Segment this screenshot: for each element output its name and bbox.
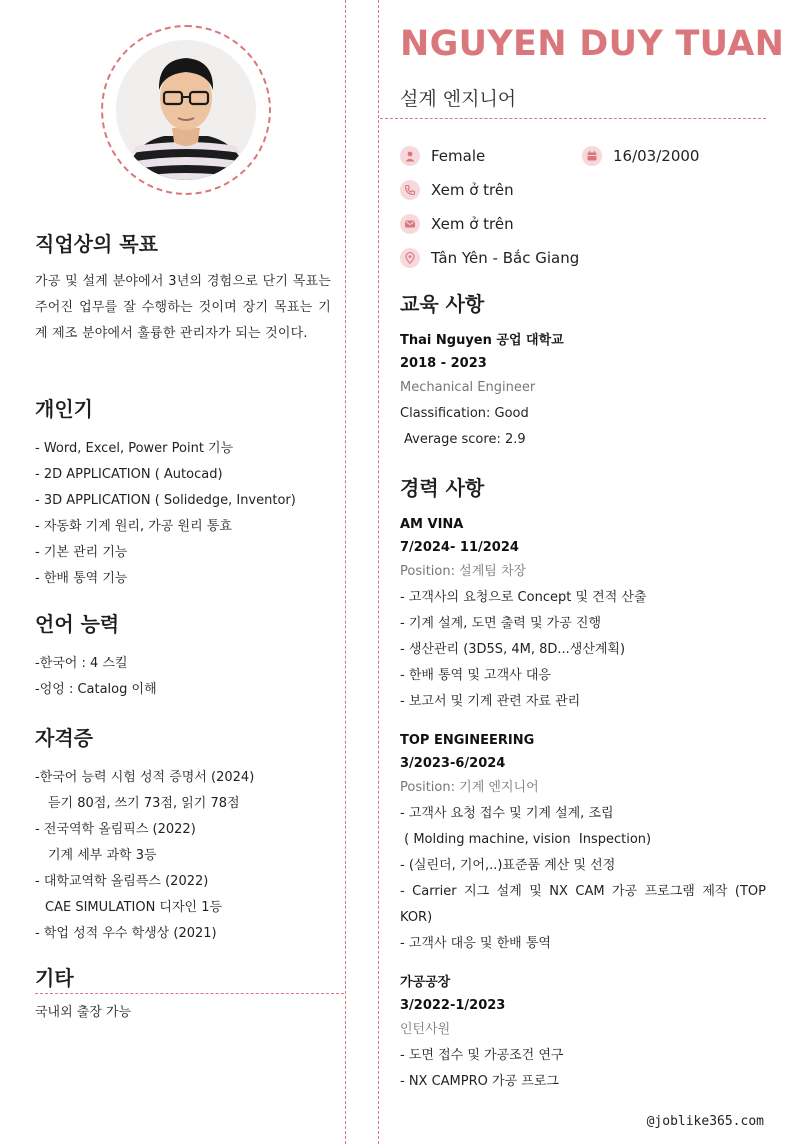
job-position-value: 기계 엔지니어: [459, 780, 539, 795]
job-task: - 고객사 대응 및 한배 통역: [400, 936, 551, 951]
job-period: 7/2024- 11/2024: [400, 540, 519, 555]
skill-item: - 기본 관리 기능: [35, 545, 128, 560]
job-task: - 도면 접수 및 가공조건 연구: [400, 1048, 564, 1063]
skills-title: 개인기: [35, 397, 93, 421]
language-item: -한국어 : 4 스킬: [35, 656, 128, 671]
job-task: - 고객사 요청 접수 및 기계 설계, 조립: [400, 806, 614, 821]
other-text: 국내외 출장 가능: [35, 1005, 132, 1020]
job-task: - 보고서 및 기계 관련 자료 관리: [400, 694, 581, 709]
job-entry: [400, 513, 766, 715]
job-task: - Carrier 지그 설계 및 NX CAM 가공 프로그램 제작 (TOP KOR): [400, 884, 766, 925]
certificate-detail: CAE SIMULATION 디자인 1등: [45, 900, 223, 915]
address-value: Tân Yên - Bắc Giang: [431, 249, 580, 267]
experience-title: 경력 사항: [400, 476, 485, 500]
school-name: Thai Nguyen 공업 대학교: [400, 333, 564, 348]
certificate-item: - 대학교역학 올림픅스 (2022): [35, 874, 209, 889]
skill-item: - 자동화 기계 원리, 가공 원리 통효: [35, 519, 232, 534]
certificate-item: - 전국역학 올림픽스 (2022): [35, 822, 196, 837]
skills-section: [35, 393, 331, 592]
birthday-value: 16/03/2000: [613, 147, 700, 165]
job-task: - 고객사의 요청으로 Concept 및 견적 산출: [400, 590, 647, 605]
skill-item: - 2D APPLICATION ( Autocad): [35, 467, 223, 482]
avatar-frame: [101, 25, 271, 195]
skill-item: - 3D APPLICATION ( Solidedge, Inventor): [35, 493, 296, 508]
phone-value: Xem ở trên: [431, 181, 514, 199]
gender-value: Female: [431, 147, 486, 165]
education-years: 2018 - 2023: [400, 356, 487, 371]
address-row: [400, 248, 579, 268]
certificates-section: [35, 722, 331, 947]
job-entry: [400, 971, 766, 1095]
certificate-item: - 학업 성적 우수 학생상 (2021): [35, 926, 217, 941]
person-icon: [400, 146, 420, 166]
candidate-name: NGUYEN DUY TUAN: [400, 24, 785, 64]
job-company: AM VINA: [400, 517, 464, 532]
footer-watermark: @joblike365.com: [646, 1114, 764, 1129]
skill-item: - 한배 통역 기능: [35, 571, 128, 586]
job-period: 3/2023-6/2024: [400, 756, 506, 771]
avatar: [116, 40, 256, 180]
other-title: 기타: [35, 966, 74, 990]
job-position: [400, 775, 766, 801]
objective-section: [35, 228, 331, 347]
certificate-detail: 기계 세부 과학 3등: [48, 848, 157, 863]
phone-row: [400, 180, 514, 200]
right-column-divider: [378, 0, 379, 1144]
header-divider: [380, 118, 766, 119]
gender-row: [400, 146, 485, 166]
certificates-title: 자격증: [35, 726, 93, 750]
location-pin-icon: [400, 248, 420, 268]
left-column-divider: [345, 0, 346, 1144]
candidate-role: 설계 엔지니어: [400, 88, 517, 110]
job-task: - 생산관리 (3D5S, 4M, 8D...생산계획): [400, 642, 626, 657]
experience-section: [400, 472, 766, 1095]
avatar-photo: [116, 40, 256, 180]
job-position: [400, 559, 766, 585]
job-position-label: Position:: [400, 780, 460, 795]
education-title: 교육 사항: [400, 292, 485, 316]
objective-text: 가공 및 설계 분야에서 3년의 경험으로 단기 목표는 주어진 업무를 잘 수행하는 것이며 장기 목표는 기계 제조 분야에서 훌륭한 관리자가 되는 것이다.: [35, 274, 331, 341]
languages-title: 언어 능력: [35, 612, 120, 636]
job-task: - 기계 설계, 도면 출력 및 가공 진행: [400, 616, 602, 631]
phone-icon: [400, 180, 420, 200]
language-item: -엉엉 : Catalog 이해: [35, 682, 157, 697]
job-task: - 한배 통역 및 고객사 대응: [400, 668, 551, 683]
job-task: - NX CAMPRO 가공 프로그: [400, 1074, 559, 1089]
email-value: Xem ở trên: [431, 215, 514, 233]
objective-title: 직업상의 목표: [35, 232, 158, 256]
calendar-icon: [582, 146, 602, 166]
job-position-value: 설계팀 차장: [459, 564, 527, 579]
other-divider: [35, 993, 344, 994]
education-major: Mechanical Engineer: [400, 380, 536, 395]
email-icon: [400, 214, 420, 234]
education-score: Average score: 2.9: [404, 432, 526, 447]
job-company: 가공공장: [400, 975, 451, 990]
job-position-label: Position:: [400, 564, 460, 579]
birthday-row: [582, 146, 699, 166]
other-section: [35, 962, 331, 991]
certificate-item: -한국어 능력 시험 성적 증명서 (2024): [35, 770, 255, 785]
job-company: TOP ENGINEERING: [400, 733, 535, 748]
education-classification: Classification: Good: [400, 406, 529, 421]
education-section: [400, 288, 766, 453]
job-entry: [400, 729, 766, 957]
job-period: 3/2022-1/2023: [400, 998, 506, 1013]
email-row: [400, 214, 514, 234]
languages-section: [35, 608, 331, 703]
job-task: - (실린더, 기어,..)표준품 계산 및 선정: [400, 858, 616, 873]
certificate-detail: 듣기 80점, 쓰기 73점, 읽기 78점: [48, 796, 240, 811]
job-position: 인턴사원: [400, 1022, 451, 1037]
job-task: ( Molding machine, vision Inspection): [400, 832, 652, 847]
skill-item: - Word, Excel, Power Point 기능: [35, 441, 234, 456]
